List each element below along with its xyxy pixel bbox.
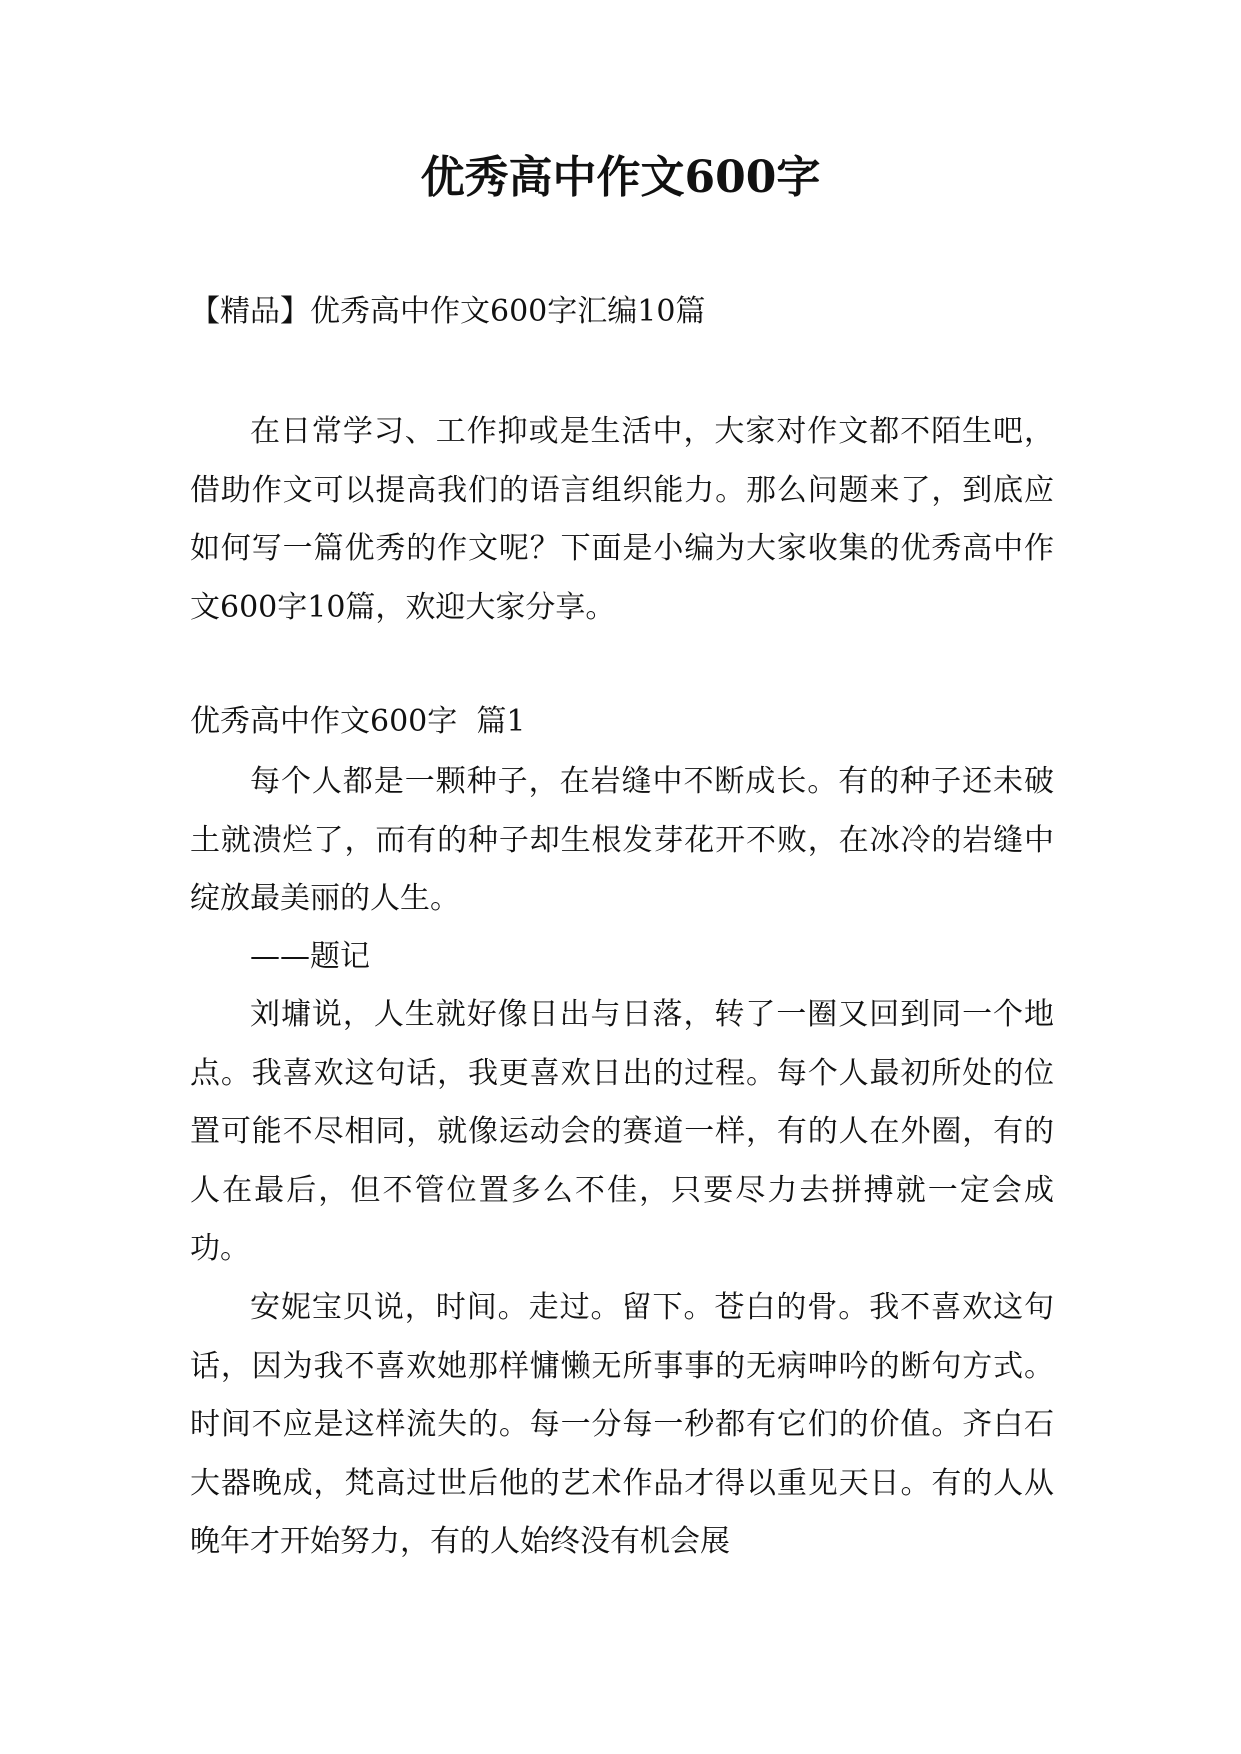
intro-paragraph: 在日常学习、工作抑或是生活中，大家对作文都不陌生吧，借助作文可以提高我们的语言组织能力。那么问题来了，到底应如何写一篇优秀的作文呢？下面是小编为大家收集的优秀高中作文600字10篇，欢迎大家分享。 (190, 414, 1054, 625)
document-subtitle: 【精品】优秀高中作文600字汇编10篇 (190, 294, 706, 329)
essay-paragraph: 安妮宝贝说，时间。走过。留下。苍白的骨。我不喜欢这句话，因为我不喜欢她那样慵懒无所事事的无病呻吟的断句方式。时间不应是这样流失的。每一分每一秒都有它们的价值。齐白石大器晚成，梵高过世后他的艺术作品才得以重见天日。有的人从晚年才开始努力，有的人始终没有机会展 (190, 1290, 1054, 1559)
essay-paragraph: 刘墉说，人生就好像日出与日落，转了一圈又回到同一个地点。我喜欢这句话，我更喜欢日出的过程。每个人最初所处的位置可能不尽相同，就像运动会的赛道一样，有的人在外圈，有的人在最后，但不管位置多么不佳，只要尽力去拼搏就一定会成功。 (190, 997, 1054, 1266)
section-heading: 优秀高中作文600字 篇1 (190, 704, 526, 739)
essay-paragraph: 每个人都是一颗种子，在岩缝中不断成长。有的种子还未破土就溃烂了，而有的种子却生根发芽花开不败，在冰冷的岩缝中绽放最美丽的人生。 (190, 764, 1054, 916)
document-title: 优秀高中作文600字 (420, 152, 821, 203)
epigraph-attribution: ——题记 (250, 939, 370, 974)
